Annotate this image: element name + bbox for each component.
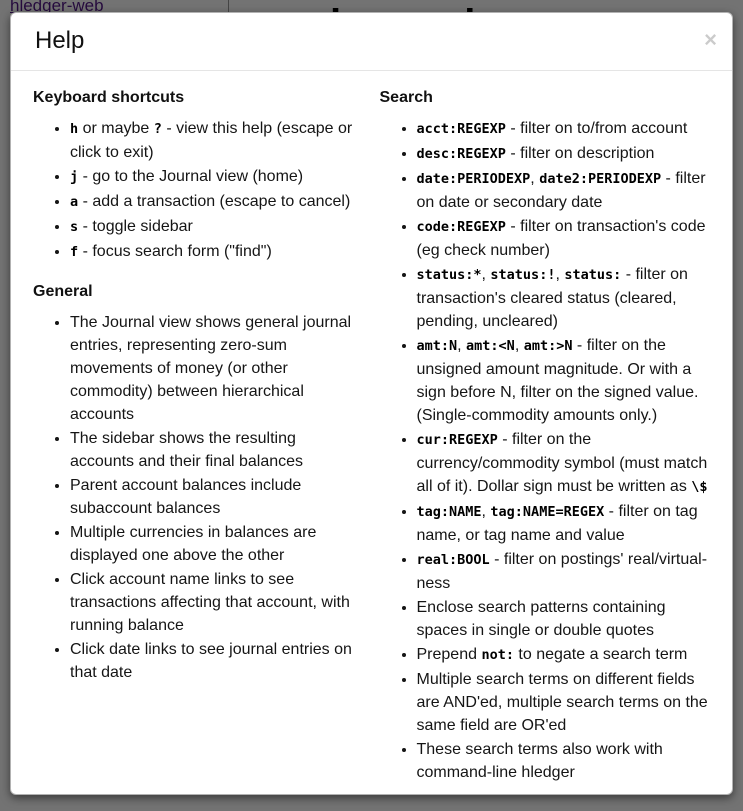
modal-title: Help xyxy=(35,27,85,54)
code-term: date2:PERIODEXP xyxy=(539,171,662,187)
help-column-left xyxy=(33,89,364,785)
section-heading: Keyboard shortcuts xyxy=(33,89,185,106)
code-term: desc:REGEXP xyxy=(416,146,506,162)
list-item: • j - go to the Journal view (home) xyxy=(70,165,364,189)
modal-body xyxy=(11,71,732,795)
list-item: • The sidebar shows the resulting accounts and their final balances xyxy=(70,427,364,473)
list-item: • Prepend not: to negate a search term xyxy=(417,643,711,667)
code-term: amt:N xyxy=(416,338,458,354)
close-icon[interactable]: × xyxy=(704,27,717,52)
help-modal xyxy=(10,12,733,795)
list-item: • status:*, status:!, status: - filter on transaction's cleared status (cleared, pending, uncleared) xyxy=(417,263,711,333)
list-item: • s - toggle sidebar xyxy=(70,215,364,239)
code-term: not: xyxy=(481,647,514,663)
help-list xyxy=(33,311,364,684)
code-term: acct:REGEXP xyxy=(416,121,506,137)
list-item: • Parent account balances include subaccount balances xyxy=(70,474,364,520)
list-item: • date:PERIODEXP, date2:PERIODEXP - filter on date or secondary date xyxy=(417,167,711,214)
code-term: status:! xyxy=(490,267,556,283)
code-term: amt:<N xyxy=(466,338,515,354)
help-column-right xyxy=(380,89,711,785)
list-item: • Click account name links to see transactions affecting that account, with running balance xyxy=(70,568,364,637)
list-item: • a - add a transaction (escape to cancel) xyxy=(70,190,364,214)
code-term: status: xyxy=(564,267,622,283)
section-heading: General xyxy=(33,283,93,300)
list-item: • amt:N, amt:<N, amt:>N - filter on the unsigned amount magnitude. Or with a sign before N, filter on the signed value. (Single-commodity amounts only.) xyxy=(417,334,711,427)
code-term: amt:>N xyxy=(523,338,573,354)
code-term: real:BOOL xyxy=(416,552,490,568)
list-item: • desc:REGEXP - filter on description xyxy=(417,142,711,166)
modal-header xyxy=(11,13,732,71)
code-term: cur:REGEXP xyxy=(416,432,498,448)
list-item: • h or maybe ? - view this help (escape or click to exit) xyxy=(70,117,364,164)
list-item: • Multiple currencies in balances are displayed one above the other xyxy=(70,521,364,567)
list-item: • real:BOOL - filter on postings' real/virtual-ness xyxy=(417,548,711,595)
code-term: ? xyxy=(153,121,162,137)
code-term: code:REGEXP xyxy=(416,219,506,235)
help-list xyxy=(380,117,711,784)
code-term: a xyxy=(70,194,79,210)
list-item: • tag:NAME, tag:NAME=REGEX - filter on tag name, or tag name and value xyxy=(417,500,711,547)
code-term: tag:NAME xyxy=(416,504,482,520)
code-term: status:* xyxy=(416,267,482,283)
code-term: h xyxy=(70,121,79,137)
section-heading: Search xyxy=(379,89,433,106)
help-list xyxy=(33,117,364,264)
list-item: • acct:REGEXP - filter on to/from account xyxy=(417,117,711,141)
code-term: j xyxy=(70,169,79,185)
code-term: f xyxy=(70,244,79,260)
list-item: • f - focus search form ("find") xyxy=(70,240,364,264)
code-term: date:PERIODEXP xyxy=(416,171,531,187)
list-item: • Multiple search terms on different fields are AND'ed, multiple search terms on the same field are OR'ed xyxy=(417,668,711,737)
code-term: tag:NAME=REGEX xyxy=(490,504,605,520)
list-item: • Click date links to see journal entries on that date xyxy=(70,638,364,684)
list-item: • code:REGEXP - filter on transaction's code (eg check number) xyxy=(417,215,711,262)
list-item: • cur:REGEXP - filter on the currency/commodity symbol (must match all of it). Dollar sign must be written as \$ xyxy=(417,428,711,499)
list-item: • The Journal view shows general journal entries, representing zero-sum movements of money (or other commodity) between hierarchical accounts xyxy=(70,311,364,426)
list-item: • These search terms also work with command-line hledger xyxy=(417,738,711,784)
code-term: s xyxy=(70,219,79,235)
list-item: • Enclose search patterns containing spaces in single or double quotes xyxy=(417,596,711,642)
code-term: \$ xyxy=(691,479,708,495)
